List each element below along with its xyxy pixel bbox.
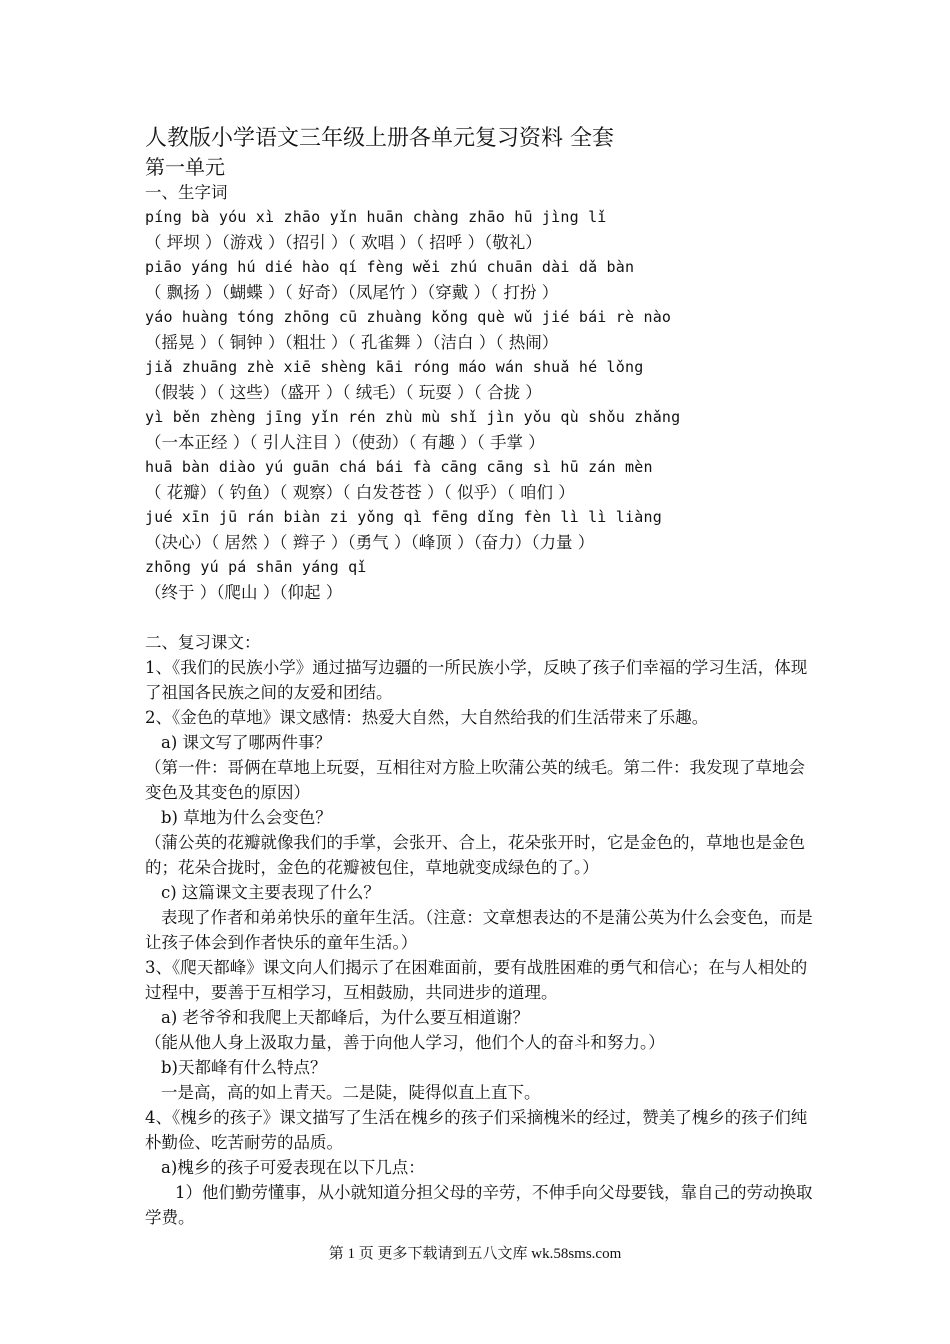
question: c) 这篇课文主要表现了什么？ [161,883,380,902]
review-paragraph: 2、《金色的草地》课文感情：热爱大自然，大自然给我的们生活带来了乐趣。 [145,708,709,727]
question: b) 草地为什么会变色？ [161,808,332,827]
hanzi-row: （决心）（ 居然 ）（ 辫子 ）（勇气 ）（峰顶 ）（奋力）（力量 ） [145,533,595,552]
unit-heading: 第一单元 [145,155,225,179]
pinyin-row: jiǎ zhuāng zhè xiē shèng kāi róng máo wán shuǎ hé lǒng [145,358,644,376]
page-footer: 第 1 页 更多下载请到五八文库 wk.58sms.com [328,1246,622,1262]
hanzi-row: （ 坪坝 ）（游戏 ）（招引 ）（ 欢唱 ）（ 招呼 ）（敬礼） [145,233,542,252]
document-title: 人教版小学语文三年级上册各单元复习资料 全套 [145,126,614,151]
pinyin-row: zhōng yú pá shān yáng qǐ [145,558,367,576]
answer: 一是高，高的如上青天。二是陡，陡得似直上直下。 [161,1083,541,1102]
section-heading-review: 二、复习课文： [145,633,261,652]
pinyin-row: jué xīn jū rán biàn zi yǒng qì fēng dǐng fèn lì lì liàng [145,508,662,526]
hanzi-row: （终于 ）（爬山 ）（仰起 ） [145,583,343,602]
review-paragraph: 1、《我们的民族小学》通过描写边疆的一所民族小学，反映了孩子们幸福的学习生活，体现了祖国各民族之间的友爱和团结。 [145,658,808,702]
hanzi-row: （摇晃 ）（ 铜钟 ）（粗壮 ）（ 孔雀舞 ）（洁白 ）（ 热闹） [145,333,559,352]
section-heading-vocabulary: 一、生字词 [145,183,228,202]
question: b)天都峰有什么特点？ [161,1058,327,1077]
answer: （第一件：哥俩在草地上玩耍，互相往对方脸上吹蒲公英的绒毛。第二件：我发现了草地会变色及其变色的原因） [145,758,805,802]
question: a) 课文写了哪两件事？ [161,733,332,752]
answer: （能从他人身上汲取力量，善于向他人学习，他们个人的奋斗和努力。） [145,1033,665,1052]
vocabulary-list [145,205,815,605]
pinyin-row: yì běn zhèng jīng yǐn rén zhù mù shǐ jìn yǒu qù shǒu zhǎng [145,408,681,426]
pinyin-row: piāo yáng hú dié hào qí fèng wěi zhú chuān dài dǎ bàn [145,258,635,276]
hanzi-row: （一本正经 ）（ 引人注目 ）（使劲）（ 有趣 ）（ 手掌 ） [145,433,545,452]
spacer [145,605,815,630]
hanzi-row: （ 飘扬 ）（蝴蝶 ）（ 好奇）（凤尾竹 ）（穿戴 ）（ 打扮 ） [145,283,559,302]
document-content [145,124,815,1230]
pinyin-row: huā bàn diào yú guān chá bái fà cāng cāng sì hū zán mèn [145,458,653,476]
review-paragraph: 4、《槐乡的孩子》课文描写了生活在槐乡的孩子们采摘槐米的经过，赞美了槐乡的孩子们纯朴勤俭、吃苦耐劳的品质。 [145,1108,808,1152]
pinyin-row: píng bà yóu xì zhāo yǐn huān chàng zhāo hū jìng lǐ [145,208,607,226]
hanzi-row: （ 花瓣）（ 钓鱼）（ 观察）（ 白发苍苍 ）（ 似乎）（ 咱们 ） [145,483,575,502]
answer: （蒲公英的花瓣就像我们的手掌，会张开、合上，花朵张开时，它是金色的，草地也是金色的；花朵合拢时，金色的花瓣被包住，草地就变成绿色的了。） [145,833,805,877]
pinyin-row: yáo huàng tóng zhōng cū zhuàng kǒng què wǔ jié bái rè nào [145,308,672,326]
review-section [145,630,815,1230]
hanzi-row: （假装 ）（ 这些）（盛开 ）（ 绒毛）（ 玩耍 ）（ 合拢 ） [145,383,542,402]
answer: 1）他们勤劳懂事，从小就知道分担父母的辛劳，不伸手向父母要钱，靠自己的劳动换取学费。 [145,1183,813,1227]
question: a) 老爷爷和我爬上天都峰后，为什么要互相道谢？ [161,1008,530,1027]
review-paragraph: 3、《爬天都峰》课文向人们揭示了在困难面前，要有战胜困难的勇气和信心；在与人相处的过程中，要善于互相学习，互相鼓励，共同进步的道理。 [145,958,808,1002]
answer: 表现了作者和弟弟快乐的童年生活。（注意：文章想表达的不是蒲公英为什么会变色，而是让孩子体会到作者快乐的童年生活。） [145,908,813,952]
question: a)槐乡的孩子可爱表现在以下几点： [161,1158,425,1177]
